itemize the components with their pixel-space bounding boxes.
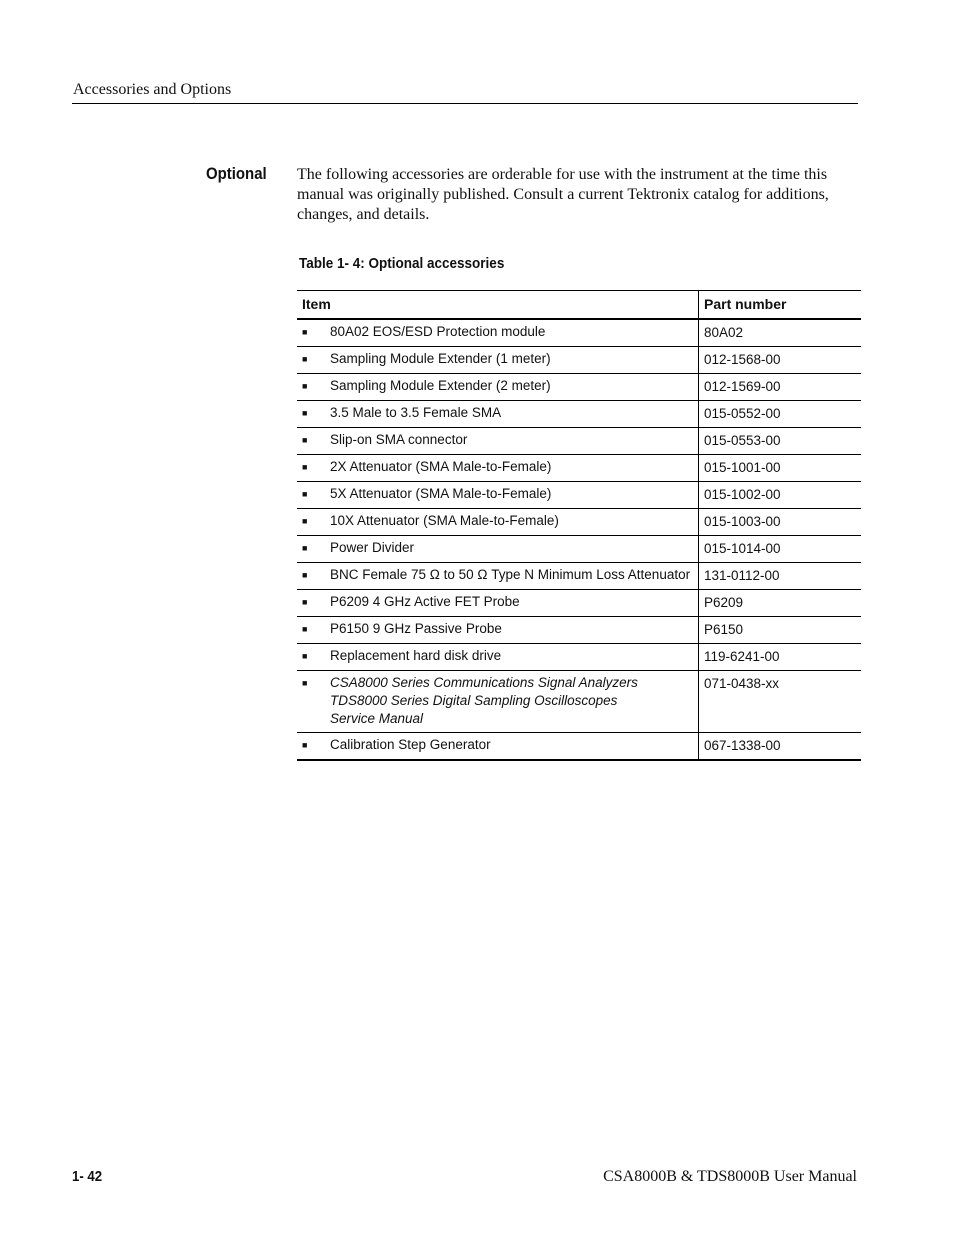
table-row [297,644,861,671]
part-number-cell [699,563,862,590]
item-name: 10X Attenuator (SMA Male-to-Female) [330,513,559,528]
item-cell [297,347,699,374]
table-header-row [297,291,861,320]
intro-paragraph: The following accessories are orderable for use with the instrument at the time this manual was originally published. Consult a current Tektronix catalog for additions, changes, and details. [297,166,829,223]
part-number: P6209 [704,595,744,610]
part-number-cell [699,482,862,509]
part-number-cell [699,617,862,644]
column-header-item: Item [297,291,699,320]
part-number-cell [699,644,862,671]
item-name: 2X Attenuator (SMA Male-to-Female) [330,459,552,474]
item-cell [297,482,699,509]
part-number: 119-6241-00 [704,649,780,664]
part-number: 067-1338-00 [704,738,781,753]
item-cell [297,455,699,482]
item-cell [297,536,699,563]
part-number: 015-1003-00 [704,514,781,529]
part-number: 071-0438-xx [704,676,780,691]
table-row [297,563,861,590]
item-cell [297,401,699,428]
item-cell [297,733,699,761]
part-number: 012-1568-00 [704,352,781,367]
table-row [297,347,861,374]
item-name: 5X Attenuator (SMA Male-to-Female) [330,486,552,501]
item-name: Calibration Step Generator [330,737,491,752]
item-cell [297,428,699,455]
item-cell [297,671,699,733]
header-section-title: Accessories and Options [73,81,232,98]
table-row [297,536,861,563]
part-number-cell [699,428,862,455]
part-number-cell [699,671,862,733]
bullet-square-icon: ■ [302,678,308,688]
part-number-cell [699,733,862,761]
part-number-cell [699,401,862,428]
item-name: Replacement hard disk drive [330,648,502,663]
part-number: 015-0553-00 [704,433,781,448]
table-row [297,509,861,536]
item-name: Slip-on SMA connector [330,432,468,447]
bullet-square-icon: ■ [302,624,308,634]
bullet-square-icon: ■ [302,462,308,472]
item-cell [297,374,699,401]
part-number: 131-0112-00 [704,568,780,583]
part-number-cell [699,319,862,347]
column-header-part-number: Part number [699,291,862,320]
table-row [297,482,861,509]
table-row [297,374,861,401]
item-name: Sampling Module Extender (2 meter) [330,378,551,393]
bullet-square-icon: ■ [302,570,308,580]
item-cell [297,617,699,644]
table-row [297,733,861,761]
table-row [297,455,861,482]
table-row [297,590,861,617]
part-number: 015-1001-00 [704,460,781,475]
bullet-square-icon: ■ [302,516,308,526]
item-cell [297,509,699,536]
footer-manual-title: CSA8000B & TDS8000B User Manual [603,1168,857,1185]
table-row [297,319,861,347]
bullet-square-icon: ■ [302,597,308,607]
part-number-cell [699,347,862,374]
table-row [297,671,861,733]
header-rule [72,103,858,104]
part-number: 015-1002-00 [704,487,781,502]
item-cell [297,563,699,590]
bullet-square-icon: ■ [302,354,308,364]
part-number: 80A02 [704,325,744,340]
bullet-square-icon: ■ [302,408,308,418]
page-number: 1- 42 [72,1168,103,1185]
bullet-square-icon: ■ [302,740,308,750]
table-caption: Table 1- 4: Optional accessories [299,255,505,272]
item-cell [297,644,699,671]
item-cell [297,590,699,617]
item-cell [297,319,699,347]
part-number-cell [699,455,862,482]
part-number: 015-0552-00 [704,406,781,421]
bullet-square-icon: ■ [302,543,308,553]
item-name: Sampling Module Extender (1 meter) [330,351,551,366]
accessories-table [297,290,861,761]
part-number-cell [699,509,862,536]
part-number: 015-1014-00 [704,541,781,556]
table-row [297,617,861,644]
table-row [297,401,861,428]
item-name: 3.5 Male to 3.5 Female SMA [330,405,502,420]
part-number: P6150 [704,622,744,637]
item-name: BNC Female 75 Ω to 50 Ω Type N Minimum Loss Attenuator [330,567,691,582]
bullet-square-icon: ■ [302,381,308,391]
part-number-cell [699,536,862,563]
bullet-square-icon: ■ [302,489,308,499]
item-name: Power Divider [330,540,415,555]
part-number: 012-1569-00 [704,379,781,394]
bullet-square-icon: ■ [302,327,308,337]
bullet-square-icon: ■ [302,435,308,445]
item-name: 80A02 EOS/ESD Protection module [330,324,546,339]
table-body [297,319,861,760]
bullet-square-icon: ■ [302,651,308,661]
side-heading: Optional [206,164,267,183]
item-name: P6209 4 GHz Active FET Probe [330,594,520,609]
part-number-cell [699,590,862,617]
item-name: CSA8000 Series Communications Signal Analyzers TDS8000 Series Digital Sampling Oscilloscopes Service Manual [330,675,638,726]
part-number-cell [699,374,862,401]
item-name: P6150 9 GHz Passive Probe [330,621,502,636]
table-row [297,428,861,455]
